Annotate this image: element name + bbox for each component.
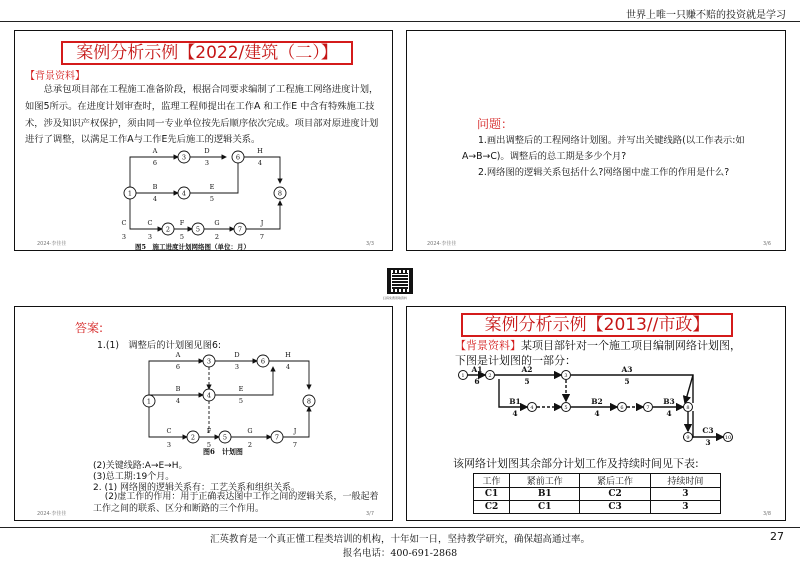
network-1-arrows xyxy=(127,157,283,229)
svg-text:6: 6 xyxy=(260,357,266,366)
svg-text:4: 4 xyxy=(206,391,212,400)
activity-duration: 3 xyxy=(121,233,127,241)
slide-4-background-text: 某项目部针对一个施工项目编制网络计划图， xyxy=(521,339,741,352)
table-cell: C3 xyxy=(580,501,650,514)
slide-4-background-label: 【背景资料】 xyxy=(455,339,521,352)
footer-rule xyxy=(0,527,800,528)
svg-text:A3: A3 xyxy=(621,365,633,374)
table-cell: B1 xyxy=(510,488,580,501)
page-number: 27 xyxy=(770,530,784,543)
svg-text:10: 10 xyxy=(724,434,732,441)
svg-text:4: 4 xyxy=(666,409,672,418)
svg-text:7: 7 xyxy=(292,441,298,449)
activity-duration: 7 xyxy=(259,233,265,241)
slide-2-footer-left: 2024·李佳佳 xyxy=(427,241,457,247)
svg-text:2: 2 xyxy=(488,372,492,379)
svg-text:B1: B1 xyxy=(509,397,521,406)
svg-text:3: 3 xyxy=(234,363,240,371)
node-label: 7 xyxy=(237,225,243,234)
node-label: 6 xyxy=(235,153,241,162)
slide-1 xyxy=(14,30,393,251)
table-header: 持续时间 xyxy=(650,474,720,488)
qr-code xyxy=(387,268,413,294)
activity-duration: 3 xyxy=(147,233,153,241)
svg-text:H: H xyxy=(285,351,291,359)
answer-2-1: 2. (1) 网络图的逻辑关系有：工艺关系和组织关系。 xyxy=(93,483,301,493)
activity-name: E xyxy=(209,183,215,191)
slide-3-footer-left: 2024·李佳佳 xyxy=(37,511,67,517)
node-label: 5 xyxy=(195,225,201,234)
svg-text:5: 5 xyxy=(624,377,630,386)
svg-text:5: 5 xyxy=(524,377,530,386)
activity-name: C xyxy=(147,219,153,227)
critical-path: (2)关键线路:A→E→H。 xyxy=(93,461,188,471)
slide-1-paragraph: 总承包项目部在工程施工准备阶段，根据合同要求编制了工程施工网络进度计划，如图5所示。在进度计划审查时，监理工程师提出在工作A 和工作E 中含有特殊施工技术，涉及知识产权保护，须由同一专业单位按先后顺序依次完成。项目部对原进度计划进行了调整，以满足工作A与工作E先后施工的逻辑关系。 xyxy=(25,84,379,146)
activity-name: H xyxy=(257,147,263,155)
svg-text:5: 5 xyxy=(564,404,568,411)
question-label: 问题： xyxy=(477,117,514,131)
answer-2-2: (2)虚工作的作用：用于正确表达图中工作之间的逻辑关系，一般起着工作之间的联系、区分和断路的三个作用。 xyxy=(93,492,379,514)
table-header: 紧前工作 xyxy=(510,474,580,488)
table-header-row xyxy=(474,474,721,488)
activity-duration: 2 xyxy=(214,233,220,241)
svg-text:7: 7 xyxy=(646,404,650,411)
svg-text:2: 2 xyxy=(247,441,253,449)
activity-name: J xyxy=(260,219,264,227)
svg-text:B: B xyxy=(175,385,181,393)
table-intro: 该网络计划图其余部分计划工作及持续时间见下表: xyxy=(453,457,699,470)
slide-3 xyxy=(14,306,393,521)
activity-name: D xyxy=(204,147,210,155)
network-diagram-2 xyxy=(133,347,333,457)
svg-text:6: 6 xyxy=(474,377,480,386)
svg-text:4: 4 xyxy=(175,397,181,405)
svg-text:4: 4 xyxy=(594,409,600,418)
svg-text:J: J xyxy=(293,427,297,435)
svg-text:5: 5 xyxy=(222,433,228,442)
svg-text:A: A xyxy=(175,351,181,359)
slide-4-title: 案例分析示例【2013//市政】 xyxy=(461,313,733,337)
svg-text:5: 5 xyxy=(238,397,244,405)
qr-caption: 扫码免费领取资料 xyxy=(383,296,408,300)
svg-text:6: 6 xyxy=(620,404,624,411)
footer-line-1: 汇英教育是一个真正懂工程类培训的机构，十年如一日，坚持教学研究，确保超高通过率。 xyxy=(209,534,590,545)
header-slogan: 世界上唯一只赚不赔的投资就是学习 xyxy=(626,10,786,21)
svg-text:3: 3 xyxy=(564,372,568,379)
svg-text:5: 5 xyxy=(206,441,212,449)
svg-text:8: 8 xyxy=(306,397,312,406)
svg-text:F: F xyxy=(206,427,212,435)
activity-name: A xyxy=(152,147,158,155)
table-header: 紧后工作 xyxy=(580,474,650,488)
table-cell: C2 xyxy=(474,501,510,514)
svg-text:4: 4 xyxy=(530,404,534,411)
svg-text:A2: A2 xyxy=(521,365,533,374)
question-1: 1.画出调整后的工程网络计划图。并写出关键线路(以工作表示:如A→B→C)。调整后的总工期是多少个月? xyxy=(462,135,745,162)
slide-2-footer-right: 3/6 xyxy=(762,241,771,247)
activity-name: G xyxy=(214,219,220,227)
table-cell: 3 xyxy=(650,488,720,501)
total-duration: (3)总工期:19个月。 xyxy=(93,472,175,482)
svg-text:9: 9 xyxy=(686,434,690,441)
activity-duration: 5 xyxy=(179,233,185,241)
answer-item-1: 1.(1) 调整后的计划图见图6: xyxy=(97,340,222,351)
table-row xyxy=(474,501,721,514)
table-cell: C1 xyxy=(510,501,580,514)
slide-3-footer-right: 3/7 xyxy=(365,511,374,517)
footer-line-2: 报名电话：400-691-2868 xyxy=(342,548,458,559)
svg-text:6: 6 xyxy=(175,363,181,371)
svg-text:4: 4 xyxy=(285,363,291,371)
slide-4-footer-right: 3/8 xyxy=(762,511,771,517)
slide-4 xyxy=(406,306,786,521)
node-label: 8 xyxy=(277,189,283,198)
activity-duration: 5 xyxy=(209,195,215,203)
slide-1-caption: 图5 施工进度计划网络图（单位：月） xyxy=(135,243,251,251)
node-label: 4 xyxy=(181,189,187,198)
svg-text:C3: C3 xyxy=(702,426,714,435)
svg-text:B3: B3 xyxy=(663,397,675,406)
svg-text:1: 1 xyxy=(146,397,152,406)
svg-text:4: 4 xyxy=(512,409,518,418)
node-label: 2 xyxy=(165,225,171,234)
table-header: 工作 xyxy=(474,474,510,488)
table-cell: C2 xyxy=(580,488,650,501)
svg-text:G: G xyxy=(247,427,253,435)
table-cell: 3 xyxy=(650,501,720,514)
node-label: 1 xyxy=(127,189,133,198)
svg-text:C: C xyxy=(166,427,172,435)
svg-text:E: E xyxy=(238,385,244,393)
slide-4-background xyxy=(455,337,741,353)
svg-text:3: 3 xyxy=(705,438,711,447)
slide-1-footer-right: 3/3 xyxy=(365,241,374,247)
svg-text:1: 1 xyxy=(461,372,465,379)
network-diagram-1 xyxy=(110,143,295,243)
svg-text:3: 3 xyxy=(206,357,212,366)
network-diagram-3 xyxy=(457,365,747,453)
svg-text:8: 8 xyxy=(686,404,690,411)
activity-duration: 4 xyxy=(257,159,263,167)
slide-3-caption: 图6 计划图 xyxy=(203,447,243,456)
activity-name: C xyxy=(121,219,127,227)
svg-text:D: D xyxy=(234,351,240,359)
activity-duration: 4 xyxy=(152,195,158,203)
svg-text:B2: B2 xyxy=(591,397,603,406)
activity-name: B xyxy=(152,183,158,191)
svg-text:7: 7 xyxy=(274,433,280,442)
svg-text:2: 2 xyxy=(190,433,196,442)
activity-name: F xyxy=(179,219,185,227)
svg-text:A1: A1 xyxy=(471,365,483,374)
question-2: 2.网络图的逻辑关系包括什么?网络图中虚工作的作用是什么? xyxy=(478,167,730,178)
work-table xyxy=(473,473,721,514)
slide-1-footer-left: 2024·李佳佳 xyxy=(37,241,67,247)
slide-2 xyxy=(406,30,786,251)
table-cell: C1 xyxy=(474,488,510,501)
svg-text:3: 3 xyxy=(166,441,172,449)
slide-4-line-2: 下图是计划图的一部分： xyxy=(455,354,576,367)
activity-duration: 6 xyxy=(152,159,158,167)
slide-1-background-label: 【背景资料】 xyxy=(25,71,85,82)
header-rule xyxy=(0,21,800,22)
activity-duration: 3 xyxy=(204,159,210,167)
slide-1-title: 案例分析示例【2022/建筑（二）】 xyxy=(61,41,353,65)
answer-label: 答案: xyxy=(75,321,104,335)
table-row xyxy=(474,488,721,501)
node-label: 3 xyxy=(181,153,187,162)
